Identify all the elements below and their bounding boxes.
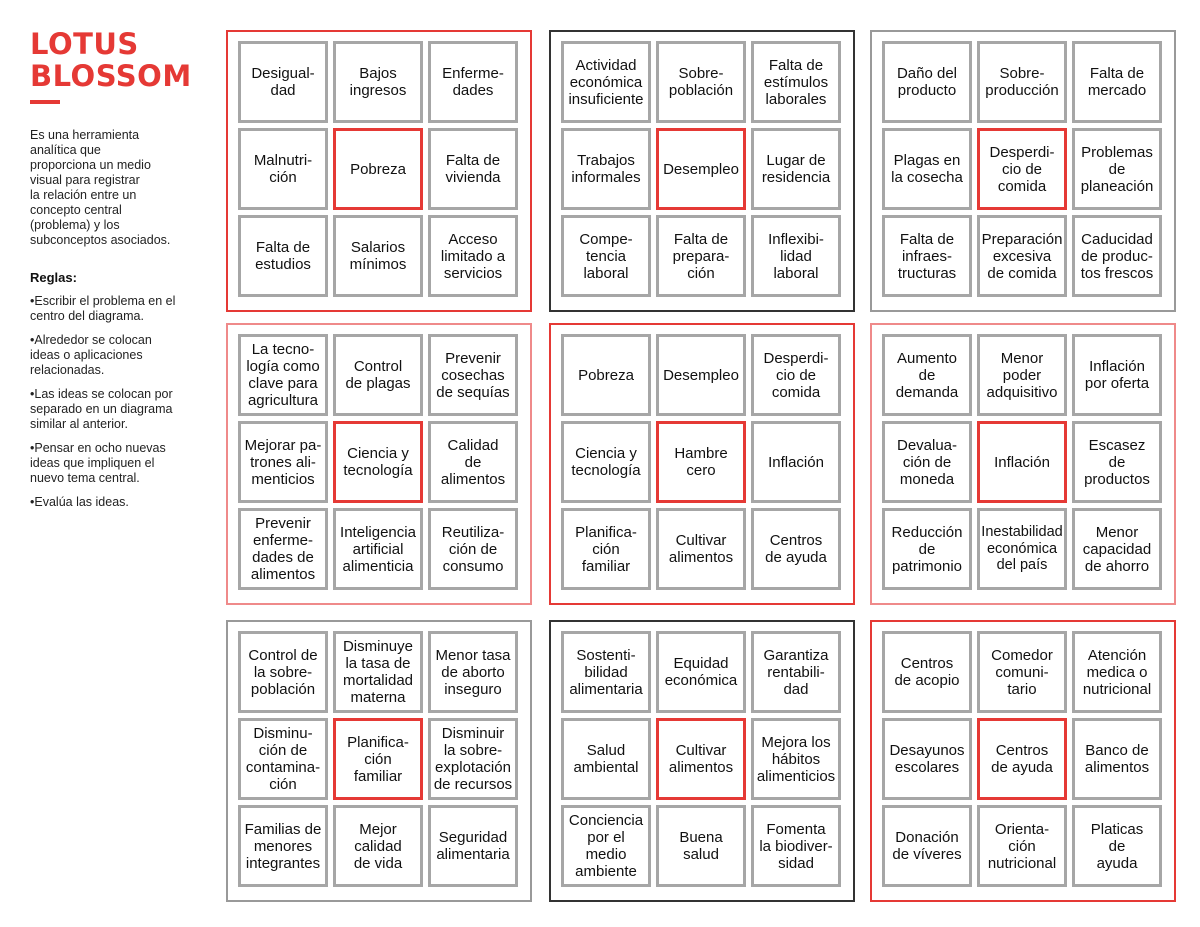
cell-label: Control de plagas (345, 358, 411, 392)
idea-cell (333, 41, 423, 123)
idea-cell (656, 631, 746, 713)
idea-cell (238, 334, 328, 416)
lotus-block-8 (549, 620, 855, 902)
idea-cell (238, 128, 328, 210)
idea-cell (882, 41, 972, 123)
cell-label: Calidad de alimentos (440, 436, 506, 488)
idea-cell (1072, 718, 1162, 800)
idea-cell (561, 421, 651, 503)
lotus-block-4 (226, 323, 532, 605)
cell-label: Mejora los hábitos alimenticios (756, 733, 836, 785)
rule-4: •Pensar en ocho nuevas ideas que impliquen el nuevo tema central. (30, 441, 166, 485)
idea-cell (656, 215, 746, 297)
cell-label: Inflación por oferta (1084, 358, 1150, 392)
cell-label: Centros de acopio (894, 655, 960, 689)
idea-cell (561, 41, 651, 123)
cell-label: Acceso limitado a servicios (440, 230, 506, 282)
idea-cell (428, 508, 518, 590)
cell-label: Escasez de productos (1084, 436, 1150, 488)
idea-cell (751, 215, 841, 297)
idea-cell (428, 41, 518, 123)
center-concept-cell (977, 128, 1067, 210)
idea-cell (428, 631, 518, 713)
cell-label: Caducidad de produc- tos frescos (1080, 230, 1154, 282)
cell-label: Reducción de patrimonio (891, 523, 963, 575)
idea-cell (656, 508, 746, 590)
cell-label: Trabajos informales (571, 152, 641, 186)
cell-label: Desempleo (663, 366, 739, 384)
rule-2: •Alrededor se colocan ideas o aplicaciones relacionadas. (30, 333, 152, 377)
cell-label: Centros de ayuda (991, 742, 1053, 776)
description: Es una herramienta analítica que proporciona un medio visual para registrar la relación entre un concepto central (problema) y los subconceptos asociados. (30, 128, 171, 247)
cell-label: Actividad económica insuficiente (568, 56, 644, 108)
idea-cell (561, 805, 651, 887)
cell-label: Malnutri- ción (253, 152, 313, 186)
idea-cell (238, 631, 328, 713)
idea-cell (1072, 334, 1162, 416)
cell-label: Inteligencia artificial alimenticia (340, 523, 416, 575)
cell-label: Desayunos escolares (889, 742, 965, 776)
cell-label: Devalua- ción de moneda (896, 436, 958, 488)
cell-label: Menor tasa de aborto inseguro (435, 646, 511, 698)
rules-heading: Reglas: (30, 270, 77, 285)
cell-label: Orienta- ción nutricional (987, 820, 1057, 872)
cell-label: Garantiza rentabili- dad (763, 646, 829, 698)
cell-label: Problemas de planeación (1080, 143, 1154, 195)
idea-cell (428, 334, 518, 416)
cell-label: Comedor comuni- tario (991, 646, 1053, 698)
cell-label: Disminuye la tasa de mortalidad materna (342, 638, 414, 706)
cell-label: Sobre- producción (985, 65, 1059, 99)
cell-label: Preparación excesiva de comida (981, 230, 1063, 282)
cell-label: Hambre cero (674, 445, 728, 479)
rule-3: •Las ideas se colocan por separado en un diagrama similar al anterior. (30, 387, 173, 431)
idea-cell (977, 41, 1067, 123)
idea-cell (1072, 41, 1162, 123)
cell-label: Desempleo (663, 160, 739, 178)
idea-cell (977, 508, 1067, 590)
cell-label: Planifica- ción familiar (347, 733, 409, 785)
center-concept-cell (333, 718, 423, 800)
idea-cell (333, 508, 423, 590)
idea-cell (882, 718, 972, 800)
idea-cell (882, 805, 972, 887)
cell-label: Falta de mercado (1087, 65, 1147, 99)
cell-label: Inflexibi- lidad laboral (768, 230, 824, 282)
cell-label: Desperdi- cio de comida (763, 349, 829, 401)
cell-label: Bajos ingresos (349, 65, 407, 99)
idea-cell (751, 508, 841, 590)
cell-label: Mejor calidad de vida (353, 820, 403, 872)
cell-label: Disminu- ción de contamina- ción (245, 725, 321, 793)
idea-cell (333, 215, 423, 297)
cell-label: Menor poder adquisitivo (986, 349, 1058, 401)
cell-label: Sobre- población (668, 65, 734, 99)
idea-cell (977, 334, 1067, 416)
idea-cell (238, 508, 328, 590)
cell-label: Desigual- dad (251, 65, 315, 99)
idea-cell (428, 421, 518, 503)
idea-cell (428, 215, 518, 297)
idea-cell (1072, 631, 1162, 713)
idea-cell (333, 805, 423, 887)
title-underline (30, 100, 60, 104)
lotus-block-1 (226, 30, 532, 312)
cell-label: Daño del producto (896, 65, 958, 99)
idea-cell (561, 631, 651, 713)
cell-label: Reutiliza- ción de consumo (441, 523, 505, 575)
cell-label: Seguridad alimentaria (436, 829, 510, 863)
idea-cell (428, 128, 518, 210)
idea-cell (1072, 805, 1162, 887)
cell-label: Familias de menores integrantes (244, 820, 322, 872)
cell-label: Cultivar alimentos (668, 532, 734, 566)
lotus-block-2 (549, 30, 855, 312)
lotus-block-3 (870, 30, 1176, 312)
idea-cell (1072, 215, 1162, 297)
idea-cell (751, 631, 841, 713)
idea-cell (882, 421, 972, 503)
idea-cell (882, 128, 972, 210)
idea-cell (1072, 128, 1162, 210)
sidebar (30, 28, 210, 510)
cell-label: Donación de víveres (892, 829, 962, 863)
idea-cell (238, 215, 328, 297)
idea-cell (561, 128, 651, 210)
idea-cell (751, 128, 841, 210)
cell-label: Buena salud (679, 829, 723, 863)
cell-label: Pobreza (350, 160, 406, 178)
rule-1: •Escribir el problema en el centro del diagrama. (30, 294, 176, 323)
cell-label: La tecno- logía como clave para agricultura (246, 341, 320, 409)
cell-label: Conciencia por el medio ambiente (568, 812, 644, 880)
idea-cell (656, 805, 746, 887)
cell-label: Falta de prepara- ción (672, 230, 730, 282)
center-concept-cell (333, 421, 423, 503)
idea-cell (751, 421, 841, 503)
cell-label: Plagas en la cosecha (891, 152, 963, 186)
idea-cell (333, 631, 423, 713)
cell-label: Centros de ayuda (765, 532, 827, 566)
cell-label: Prevenir enferme- dades de alimentos (250, 515, 316, 583)
idea-cell (1072, 421, 1162, 503)
idea-cell (561, 215, 651, 297)
rule-5: •Evalúa las ideas. (30, 495, 129, 509)
center-concept-cell (977, 421, 1067, 503)
idea-cell (1072, 508, 1162, 590)
cell-label: Ciencia y tecnología (343, 445, 413, 479)
idea-cell (238, 41, 328, 123)
cell-label: Salarios mínimos (349, 239, 407, 273)
lotus-block-7 (226, 620, 532, 902)
idea-cell (656, 41, 746, 123)
cell-label: Falta de infraes- tructuras (897, 230, 957, 282)
cell-label: Disminuir la sobre- explotación de recursos (433, 725, 513, 793)
idea-cell (977, 805, 1067, 887)
cell-label: Planifica- ción familiar (575, 523, 637, 575)
idea-cell (977, 215, 1067, 297)
idea-cell (561, 508, 651, 590)
idea-cell (238, 718, 328, 800)
idea-cell (428, 718, 518, 800)
cell-label: Menor capacidad de ahorro (1082, 523, 1152, 575)
cell-label: Inflación (994, 453, 1050, 471)
idea-cell (751, 805, 841, 887)
cell-label: Aumento de demanda (895, 349, 959, 401)
cell-label: Platicas de ayuda (1090, 820, 1144, 872)
cell-label: Prevenir cosechas de sequías (436, 349, 510, 401)
cell-label: Fomenta la biodiver- sidad (759, 820, 833, 872)
center-concept-cell (333, 128, 423, 210)
idea-cell (428, 805, 518, 887)
cell-label: Ciencia y tecnología (571, 445, 641, 479)
idea-cell (561, 718, 651, 800)
cell-label: Control de la sobre- población (248, 646, 318, 698)
idea-cell (882, 508, 972, 590)
cell-label: Atención medica o nutricional (1082, 646, 1152, 698)
center-concept-cell (977, 718, 1067, 800)
idea-cell (561, 334, 651, 416)
cell-label: Cultivar alimentos (668, 742, 734, 776)
idea-cell (882, 334, 972, 416)
cell-label: Banco de alimentos (1084, 742, 1150, 776)
cell-label: Desperdi- cio de comida (989, 143, 1055, 195)
lotus-block-5 (549, 323, 855, 605)
cell-label: Falta de vivienda (445, 152, 501, 186)
idea-cell (882, 631, 972, 713)
idea-cell (656, 334, 746, 416)
cell-label: Salud ambiental (573, 742, 639, 776)
cell-label: Sostenti- bilidad alimentaria (569, 646, 643, 698)
cell-label: Mejorar pa- trones ali- menticios (244, 436, 322, 488)
cell-label: Falta de estudios (255, 239, 311, 273)
idea-cell (238, 805, 328, 887)
cell-label: Enferme- dades (442, 65, 504, 99)
cell-label: Falta de estímulos laborales (763, 56, 829, 108)
idea-cell (977, 631, 1067, 713)
idea-cell (751, 718, 841, 800)
idea-cell (882, 215, 972, 297)
cell-label: Inflación (768, 453, 824, 471)
idea-cell (751, 41, 841, 123)
cell-label: Equidad económica (664, 655, 738, 689)
lotus-block-6 (870, 323, 1176, 605)
cell-label: Inestabilidad económica del país (981, 524, 1063, 574)
center-concept-cell (656, 718, 746, 800)
cell-label: Pobreza (578, 366, 634, 384)
idea-cell (238, 421, 328, 503)
center-concept-cell (656, 128, 746, 210)
idea-cell (751, 334, 841, 416)
lotus-block-9 (870, 620, 1176, 902)
cell-label: Compe- tencia laboral (579, 230, 633, 282)
page-title: LOTUS BLOSSOM (30, 27, 192, 93)
idea-cell (333, 334, 423, 416)
cell-label: Lugar de residencia (761, 152, 831, 186)
center-concept-cell (656, 421, 746, 503)
